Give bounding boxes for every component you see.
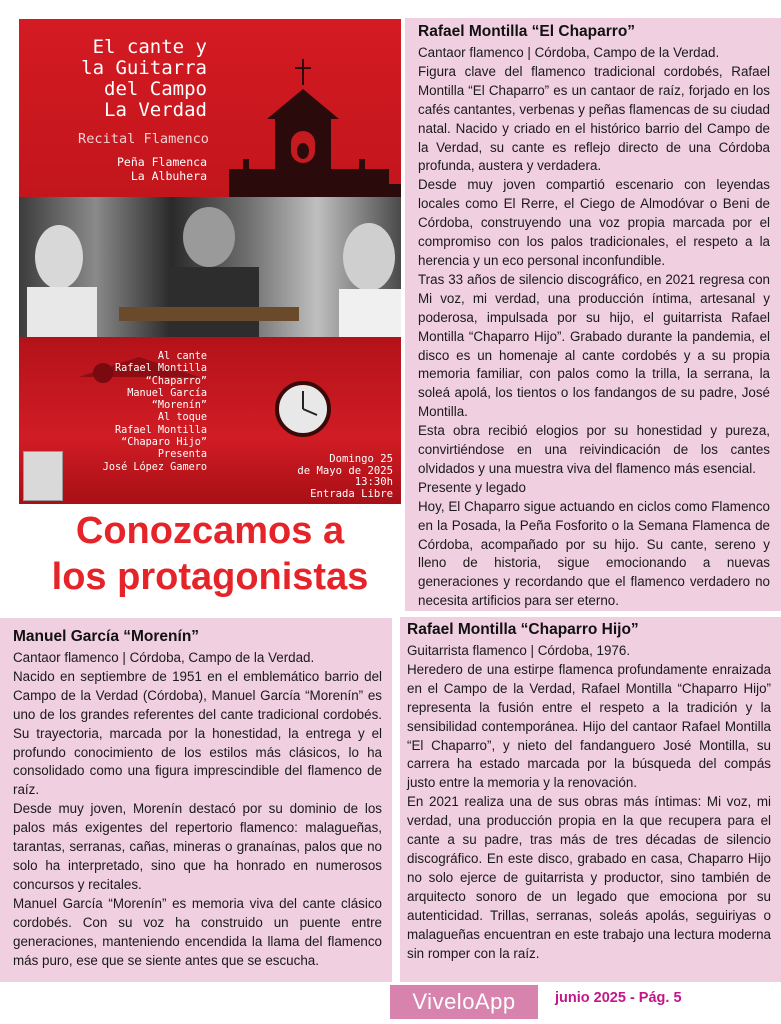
hijo-paragraph: En 2021 realiza una de sus obras más íntimas: Mi voz, mi verdad, una producción propia en la que recupera para el cante a su padre, tras más de tres décadas de silencio discográfico. En este disco, grabado en casa, Chaparro Hijo no solo ejerce de guitarrista y productor, sino también de arquitecto sonoro de un legado que emociona por su autenticidad. Trillas, serranas, soleás apolás, seguiriyas o malagueñas encuentran en este trabajo una lectura moderna sin romper con la raíz. xyxy=(407,794,771,961)
chaparro-paragraph: Desde muy joven compartió escenario con leyendas locales como El Rerre, el Ciego de Almodóvar o Beni de Córdoba, construyendo una voz propia marcada por el compromiso con los palos tradicionales, el respeto a la herencia y un eco personal inconfundible. xyxy=(418,177,770,268)
event-poster xyxy=(19,19,401,504)
credit-line: Rafael Montilla xyxy=(114,424,207,436)
event-line: 13:30h xyxy=(354,476,393,488)
credit-line: Rafael Montilla xyxy=(114,363,207,375)
credit-line: Presenta xyxy=(157,449,207,461)
viveloapp-logo: ViveloApp xyxy=(390,985,538,1019)
heading-line-2: los protagonistas xyxy=(51,556,369,598)
credit-line: “Chaparro” xyxy=(145,375,207,387)
chaparro-subheading: Presente y legado xyxy=(418,479,526,495)
morenin-name: Manuel García “Morenín” xyxy=(13,628,200,645)
chaparro-hijo-article xyxy=(400,617,781,982)
poster-pena: Peña Flamenca La Albuhera xyxy=(116,155,207,183)
morenin-paragraph: Desde muy joven, Morenín destacó por su dominio de los palos más exigentes del repertorio flamenco: malagueñas, tarantas, serranas, cañas, mineras o granaínas, palos que no solo ha interpretado, sino que ha honrado en numerosos concursos y recitales. xyxy=(13,801,382,892)
page-heading xyxy=(19,508,401,600)
poster-event-info xyxy=(297,454,393,500)
credit-line: Al toque xyxy=(157,412,207,424)
pena-logo xyxy=(23,451,63,501)
hijo-name: Rafael Montilla “Chaparro Hijo” xyxy=(407,621,639,638)
morenin-role: Cantaor flamenco | Córdoba, Campo de la Verdad. xyxy=(13,650,315,665)
credit-line: “Chaparo Hijo” xyxy=(121,437,207,449)
hijo-role: Guitarrista flamenco | Córdoba, 1976. xyxy=(407,643,631,658)
chaparro-article xyxy=(405,18,781,611)
heading-line-1: Conozcamos a xyxy=(75,510,345,552)
chaparro-paragraph: Hoy, El Chaparro sigue actuando en ciclos como Flamenco en la Posada, la Peña Fosforito o la Semana Flamenca de Córdoba, acompañado por su hijo. Su cante, sereno y lleno de historia, sigue emocionando a nuevas generaciones y recordando que el flamenco verdadero no necesita artificios para ser eterno. xyxy=(418,498,770,609)
artists-silhouettes xyxy=(19,197,401,357)
event-line: Entrada Libre xyxy=(310,487,393,500)
poster-subtitle: Recital Flamenco xyxy=(78,131,209,147)
event-line: de Mayo de 2025 xyxy=(297,464,393,477)
hijo-paragraph: Heredero de una estirpe flamenca profundamente enraizada en el Campo de la Verdad, Rafael Montilla “Chaparro Hijo” representa la fusión entre el respeto a la tradición y la sensibilidad contemporánea. Hijo del cantaor Rafael Montilla “El Chaparro”, y nieto del fandanguero José Montilla, su carrera ha estado marcada por la búsqueda del compás justo entre la memoria y la renovación. xyxy=(407,661,771,791)
morenin-paragraph: Manuel García “Morenín” es memoria viva del cante clásico cordobés. Con su voz ha construido un puente entre generaciones, manteniendo encendida la llama del flamenco más puro, ese que se siente antes que se escucha. xyxy=(13,895,382,968)
chaparro-name: Rafael Montilla “El Chaparro” xyxy=(418,23,636,40)
poster-credits xyxy=(67,351,207,474)
artists-photo xyxy=(19,197,401,357)
morenin-paragraph: Nacido en septiembre de 1951 en el emblemático barrio del Campo de la Verdad (Córdoba), Manuel García “Morenín” es uno de los grandes referentes del cante tradicional cordobés. Su trayectoria, marcada por la honestidad, la entrega y el profundo conocimiento de los estilos más clásicos, lo ha consolidado como una figura imprescindible del flamenco de raíz. xyxy=(13,668,382,798)
page-footer-date: junio 2025 - Pág. 5 xyxy=(555,990,682,1006)
credit-line: Manuel García xyxy=(127,387,207,399)
credit-line: “Morenín” xyxy=(151,400,207,412)
chaparro-paragraph: Figura clave del flamenco tradicional cordobés, Rafael Montilla “El Chaparro” es un cantaor de raíz, forjado en los cafés cantantes, verbenas y peñas flamencas de su ciudad natal. Nacido y criado en el histórico barrio del Campo de la Verdad, su cante es reflejo directo de una Córdoba profunda, austera y verdadera. xyxy=(418,63,770,174)
chaparro-role: Cantaor flamenco | Córdoba, Campo de la Verdad. xyxy=(418,45,720,60)
morenin-article xyxy=(0,618,392,982)
chaparro-paragraph: Tras 33 años de silencio discográfico, en 2021 regresa con Mi voz, mi verdad, una producción íntima, artesanal y poderosa, impulsada por su hijo, el guitarrista Rafael Montilla “Chaparro Hijo”. Grabado durante la pandemia, el disco es un homenaje al cante cordobés y a su propia memoria familiar, con palos como la trilla, la serrana, la soleá apolá, los tientos o los fandangos de su padre, José Montilla. xyxy=(418,271,770,420)
chaparro-paragraph: Esta obra recibió elogios por su honestidad y pureza, convirtiéndose en una reivindicación de los cantes olvidados y una muestra viva del flamenco más esencial. xyxy=(418,423,770,476)
credit-line: José López Gamero xyxy=(102,461,207,473)
credit-line: Al cante xyxy=(157,351,207,362)
poster-title: El cante y la Guitarra del Campo La Verdad xyxy=(81,36,207,121)
event-line: Domingo 25 xyxy=(329,453,393,465)
